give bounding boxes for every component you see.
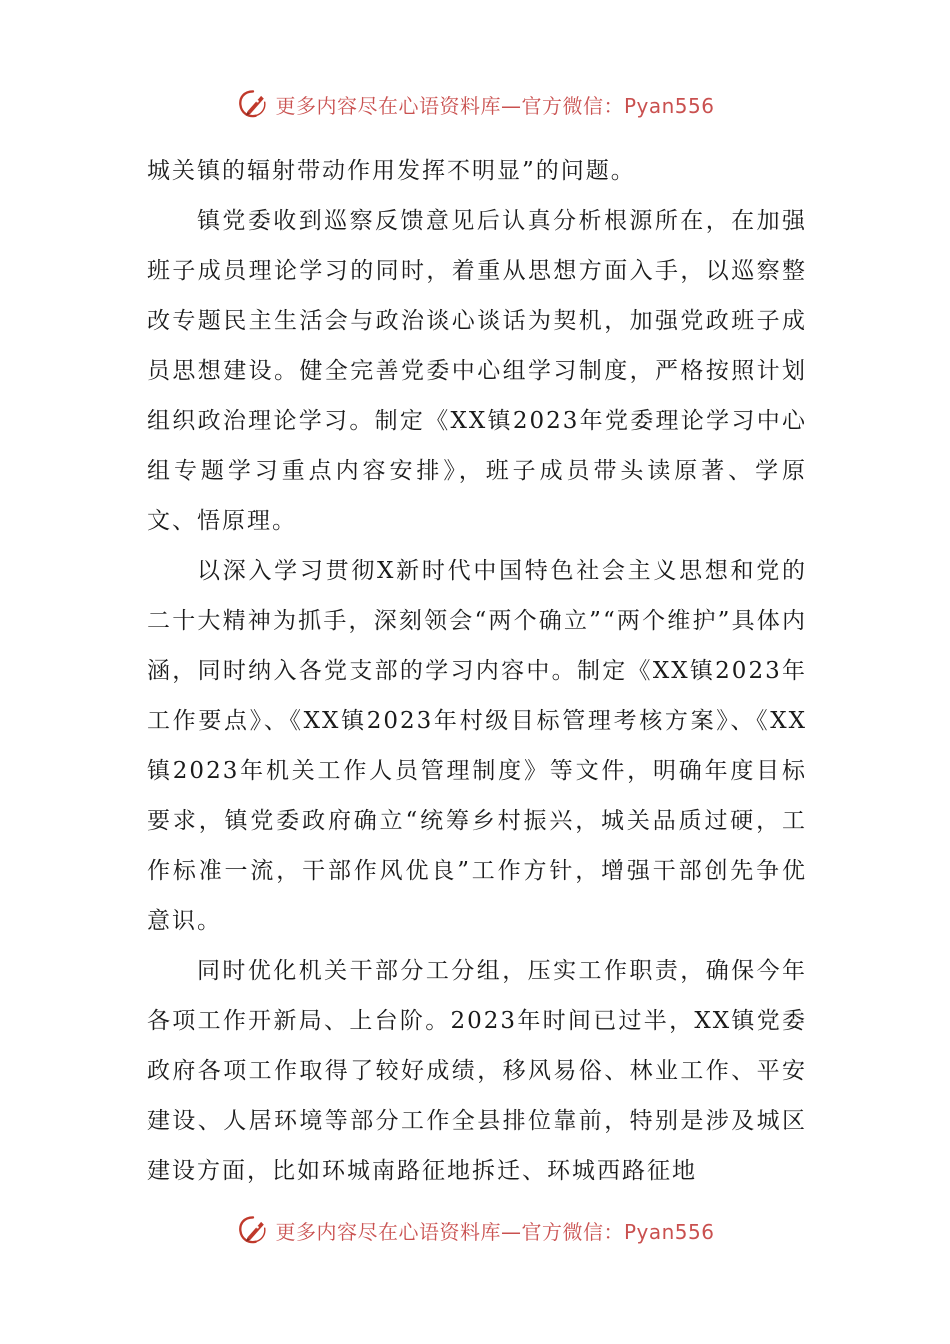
pen-nib-swirl-logo-icon [235, 1212, 271, 1248]
header-banner-text: 更多内容尽在心语资料库—官方微信：Pyan556 [275, 93, 715, 118]
header-banner [0, 84, 950, 124]
paragraph-continuation: 城关镇的辐射带动作用发挥不明显”的问题。 [147, 158, 636, 184]
footer-banner [0, 1210, 950, 1250]
paragraph-work-division: 同时优化机关干部分工分组，压实工作职责，确保今年各项工作开新局、上台阶。2023年时间已过半，XX镇党委政府各项工作取得了较好成绩，移风易俗、林业工作、平安建设、人居环境等部分工作全县排位靠前，特别是涉及城区建设方面，比如环城南路征地拆迁、环城西路征地 [147, 958, 807, 1184]
pen-nib-swirl-logo-icon [235, 86, 271, 122]
paragraph-new-era-thought: 以深入学习贯彻X新时代中国特色社会主义思想和党的二十大精神为抓手，深刻领会“两个确立”“两个维护”具体内涵，同时纳入各党支部的学习内容中。制定《XX镇2023年工作要点》、《XX镇2023年村级目标管理考核方案》、《XX镇2023年机关工作人员管理制度》等文件，明确年度目标要求，镇党委政府确立“统筹乡村振兴，城关品质过硬，工作标准一流，干部作风优良”工作方针，增强干部创先争优意识。 [147, 558, 807, 934]
document-body [147, 146, 807, 1196]
footer-banner-text: 更多内容尽在心语资料库—官方微信：Pyan556 [275, 1219, 715, 1244]
paragraph-party-committee-study: 镇党委收到巡察反馈意见后认真分析根源所在，在加强班子成员理论学习的同时，着重从思想方面入手，以巡察整改专题民主生活会与政治谈心谈话为契机，加强党政班子成员思想建设。健全完善党委中心组学习制度，严格按照计划组织政治理论学习。制定《XX镇2023年党委理论学习中心组专题学习重点内容安排》，班子成员带头读原著、学原文、悟原理。 [147, 208, 807, 534]
